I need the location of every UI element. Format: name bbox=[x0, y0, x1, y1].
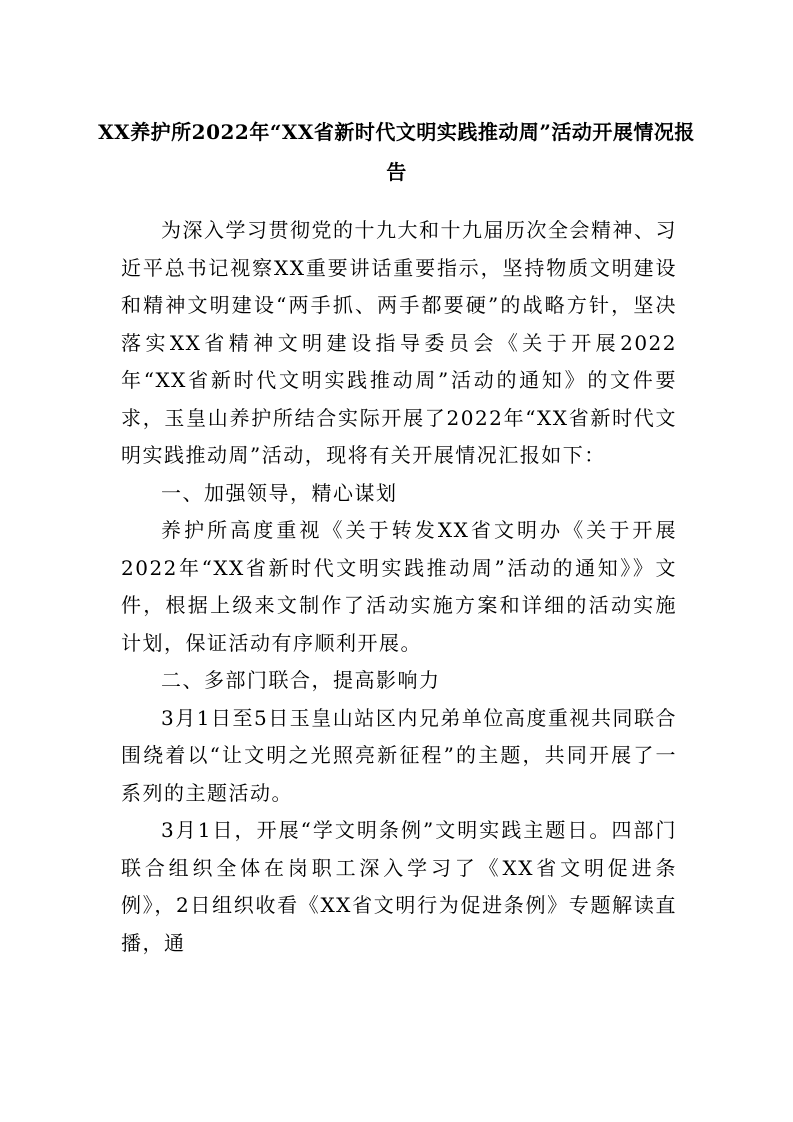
section-heading-2: 二、多部门联合，提高影响力 bbox=[161, 668, 441, 692]
document-title: XX养护所2022年“XX省新时代文明实践推动周”活动开展情况报告 bbox=[98, 120, 695, 184]
document-body bbox=[121, 212, 677, 962]
section-heading-1: 一、加强领导，精心谋划 bbox=[161, 480, 398, 505]
intro-paragraph: 为深入学习贯彻党的十九大和十九届历次全会精神、习近平总书记视察XX重要讲话重要指示，坚持物质文明建设和精神文明建设“两手抓、两手都要硬”的战略方针，坚决落实XX省精神文明建设指导委员会《关于开展2022年“XX省新时代文明实践推动周”活动的通知》的文件要求，玉皇山养护所结合实际开展了2022年“XX省新时代文明实践推动周”活动，现将有关开展情况汇报如下： bbox=[121, 218, 677, 467]
section-1-paragraph: 养护所高度重视《关于转发XX省文明办《关于开展2022年“XX省新时代文明实践推动周”活动的通知》》文件，根据上级来文制作了活动实施方案和详细的活动实施计划，保证活动有序顺利开展。 bbox=[121, 518, 677, 655]
section-2-paragraph-1: 3月1日至5日玉皇山站区内兄弟单位高度重视共同联合围绕着以“让文明之光照亮新征程”的主题，共同开展了一系列的主题活动。 bbox=[121, 705, 677, 805]
section-2-paragraph-2: 3月1日，开展“学文明条例”文明实践主题日。四部门联合组织全体在岗职工深入学习了《XX省文明促进条例》，2日组织收看《XX省文明行为促进条例》专题解读直播，通 bbox=[121, 818, 677, 955]
